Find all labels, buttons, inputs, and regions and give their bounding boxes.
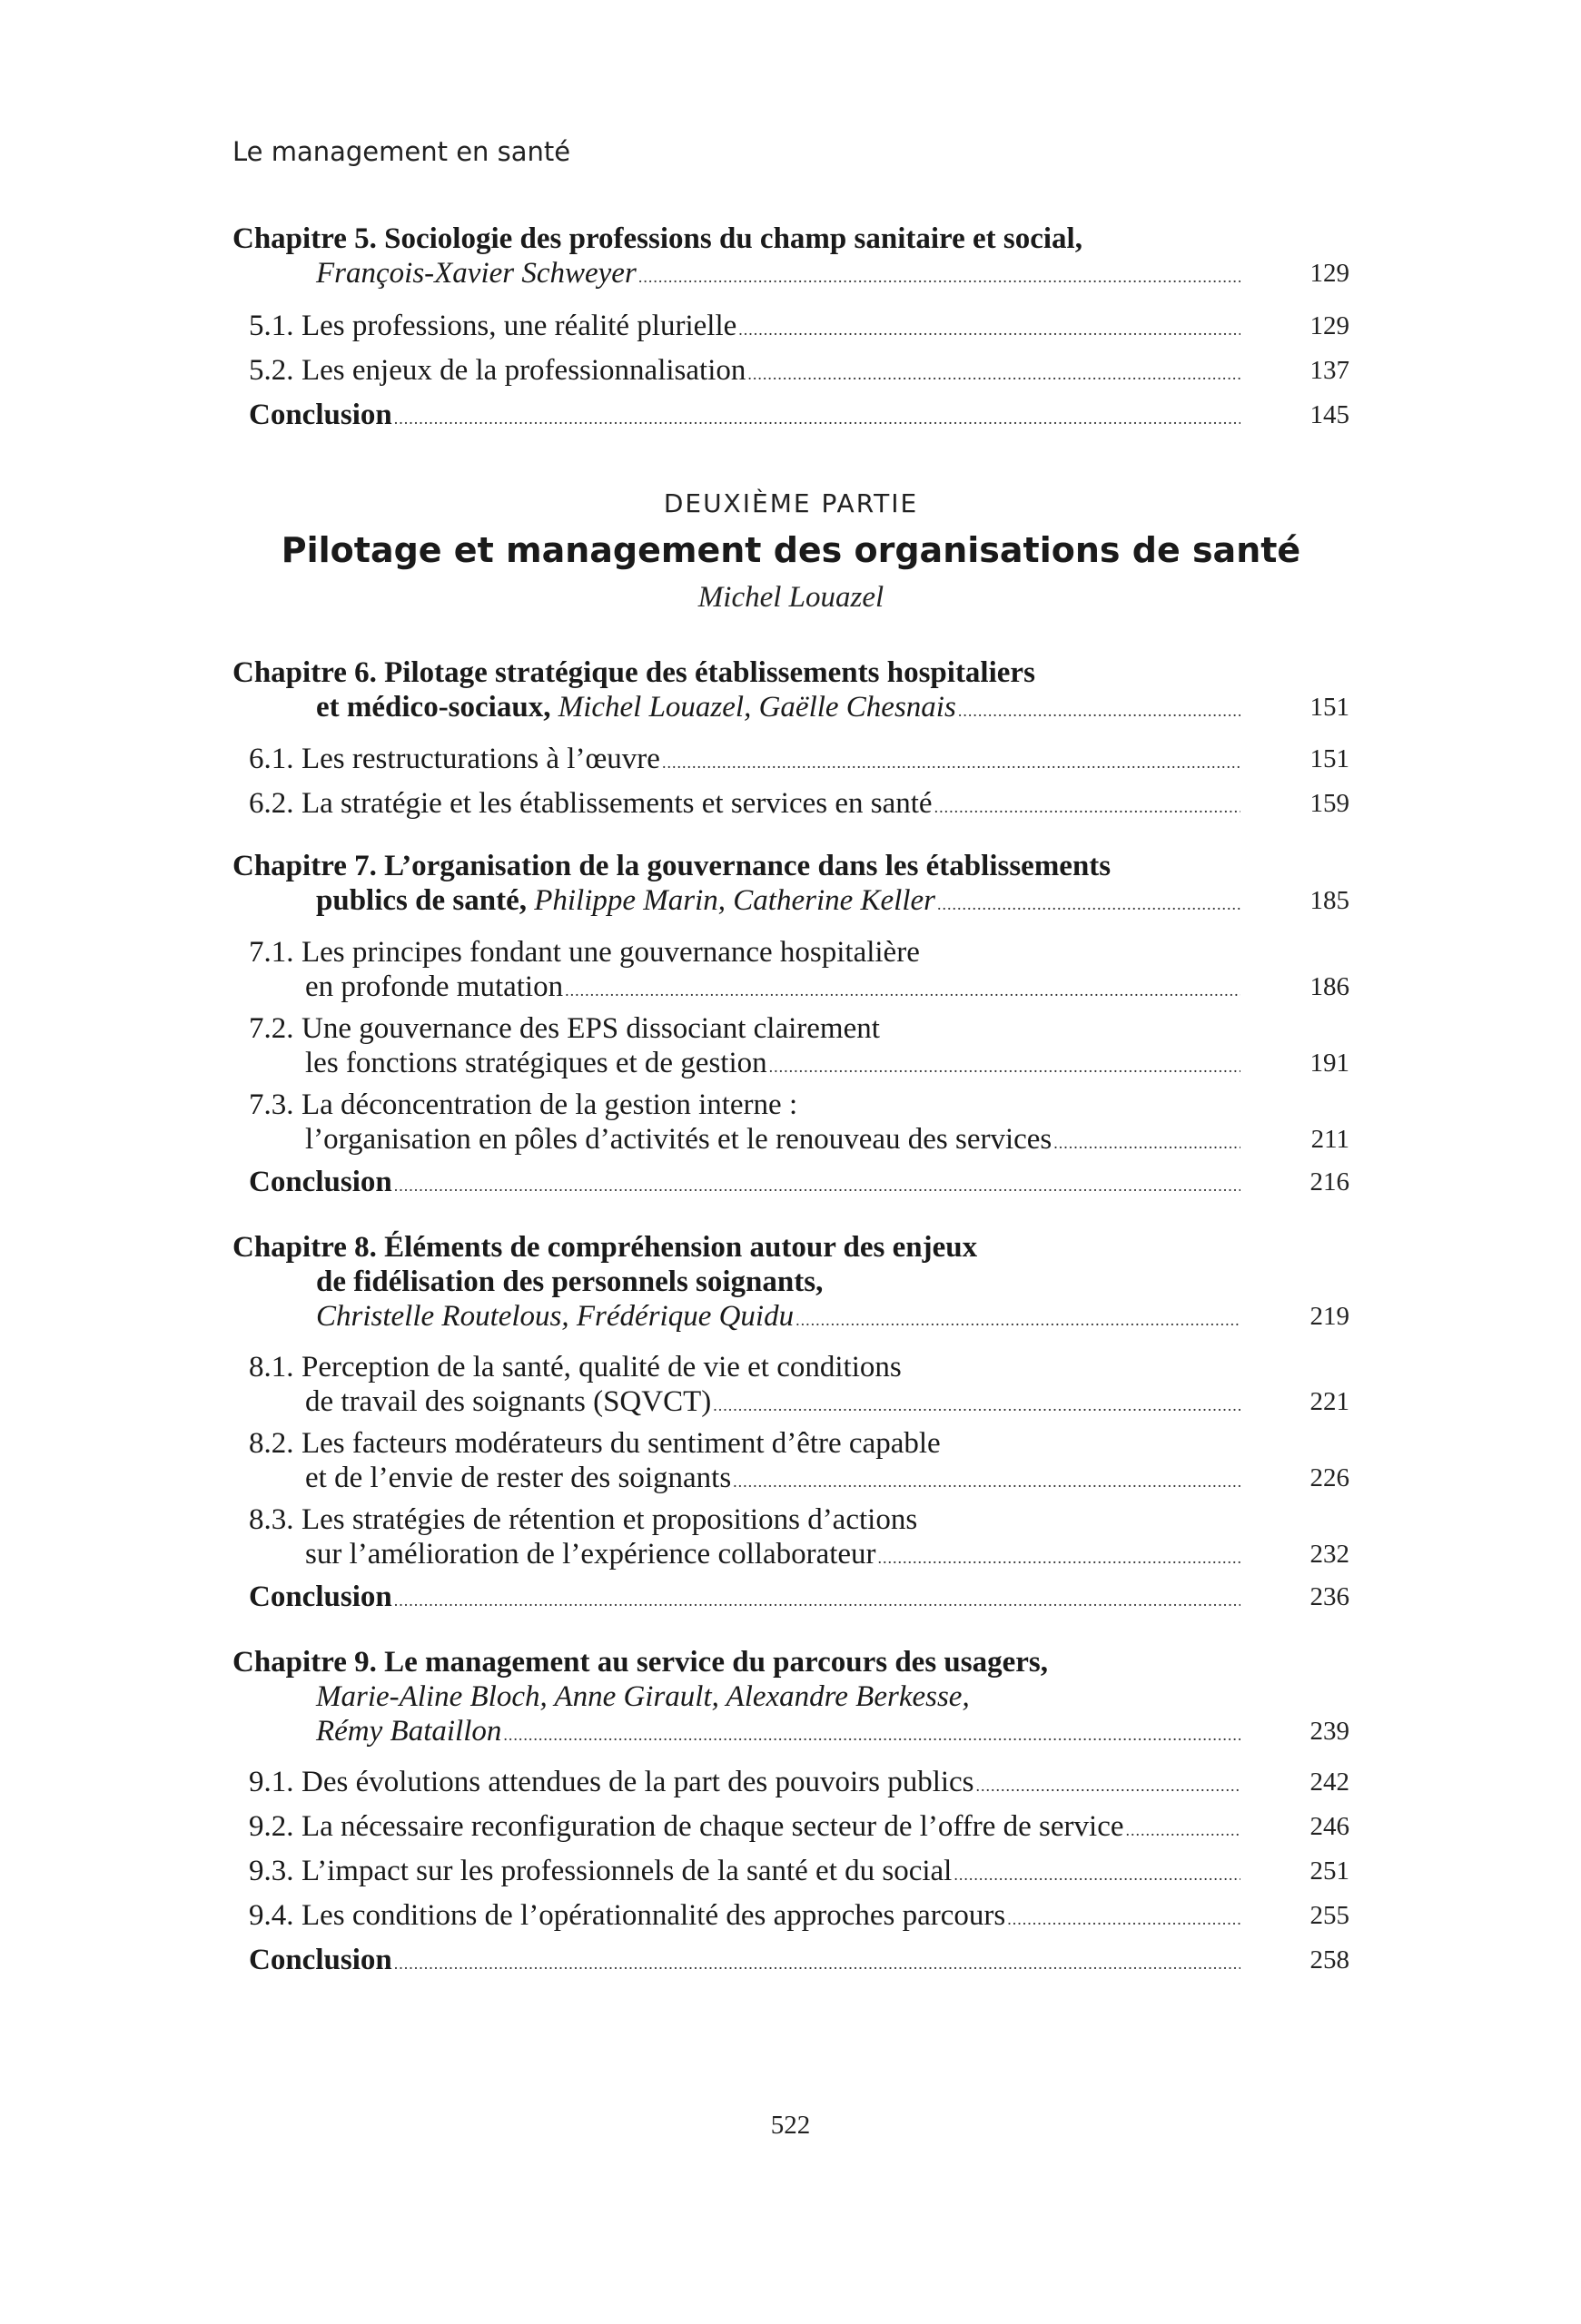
section-title: Perception de la santé, qualité de vie et conditions: [301, 1351, 902, 1384]
section-title: Les facteurs modérateurs du sentiment d’être capable: [301, 1427, 941, 1460]
toc-section-9-2: [232, 1809, 1349, 1844]
section-title: Les restructurations à l’œuvre: [301, 743, 660, 775]
page-number: 151: [1309, 744, 1349, 773]
section-title-cont: de travail des soignants (SQVCT): [305, 1385, 712, 1418]
page-number: 239: [1309, 1717, 1349, 1746]
chapter-author: Michel Louazel, Gaëlle Chesnais: [558, 691, 956, 724]
toc-section-5-2: [232, 353, 1349, 388]
chapter-author: Christelle Routelous, Frédérique Quidu: [316, 1300, 795, 1333]
page-number: 216: [1309, 1167, 1349, 1196]
section-number: 5.1.: [249, 310, 294, 342]
section-number: 5.2.: [249, 354, 294, 387]
page-number: 242: [1309, 1768, 1349, 1797]
section-title: La nécessaire reconfiguration de chaque secteur de l’offre de service: [301, 1810, 1124, 1843]
page-number: 211: [1310, 1125, 1349, 1154]
section-title: La déconcentration de la gestion interne :: [301, 1088, 798, 1121]
toc-section-6-1: [232, 742, 1349, 776]
conclusion-label: Conclusion: [249, 1944, 392, 1976]
toc-section-8-1: [232, 1350, 1349, 1419]
chapter-title: Chapitre 9. Le management au service du parcours des usagers,: [232, 1646, 1048, 1679]
section-number: 8.3.: [249, 1503, 294, 1536]
toc-conclusion-5: [232, 398, 1349, 432]
chapter-author: Philippe Marin, Catherine Keller: [534, 884, 935, 917]
toc-section-7-1: [232, 935, 1349, 1004]
chapter-title: Chapitre 8. Éléments de compréhension autour des enjeux: [232, 1231, 978, 1264]
section-number: 7.2.: [249, 1012, 294, 1045]
part-title: Pilotage et management des organisations de santé: [281, 530, 1301, 570]
section-title: Les enjeux de la professionnalisation: [301, 354, 746, 387]
page-number: 129: [1309, 311, 1349, 340]
toc-section-9-1: [232, 1765, 1349, 1799]
part-label: DEUXIÈME PARTIE: [663, 488, 919, 518]
toc-section-9-3: [232, 1854, 1349, 1888]
section-title: Les conditions de l’opérationnalité des approches parcours: [301, 1899, 1006, 1932]
page-number: 145: [1309, 400, 1349, 429]
toc-section-6-2: [232, 786, 1349, 821]
toc-chapter-6: [232, 655, 1349, 724]
section-title-cont: les fonctions stratégiques et de gestion: [305, 1047, 767, 1079]
toc-section-9-4: [232, 1898, 1349, 1933]
chapter-title-cont: de fidélisation des personnels soignants,: [316, 1265, 824, 1298]
section-title-cont: l’organisation en pôles d’activités et le renouveau des services: [305, 1123, 1052, 1156]
toc-chapter-9: [232, 1645, 1349, 1748]
chapter-author: Marie-Aline Bloch, Anne Girault, Alexandre Berkesse,: [316, 1680, 970, 1713]
section-title-cont: en profonde mutation: [305, 970, 564, 1003]
section-number: 7.3.: [249, 1088, 294, 1121]
section-number: 8.2.: [249, 1427, 294, 1460]
page-number: 236: [1309, 1582, 1349, 1611]
page-number: 159: [1309, 789, 1349, 818]
part-author: Michel Louazel: [697, 581, 884, 614]
conclusion-label: Conclusion: [249, 1166, 392, 1198]
toc-section-5-1: [232, 309, 1349, 343]
page-number: 137: [1309, 356, 1349, 385]
section-number: 6.1.: [249, 743, 294, 775]
chapter-author: François-Xavier Schweyer: [316, 257, 637, 290]
page-number: 129: [1309, 259, 1349, 288]
toc-conclusion-9: [232, 1943, 1349, 1977]
chapter-title-cont: et médico-sociaux,: [316, 691, 551, 724]
toc-section-7-3: [232, 1088, 1349, 1157]
section-title: La stratégie et les établissements et services en santé: [301, 787, 933, 820]
section-title: Les professions, une réalité plurielle: [301, 310, 737, 342]
section-number: 9.3.: [249, 1855, 294, 1887]
page-number: 185: [1309, 886, 1349, 915]
section-title: Une gouvernance des EPS dissociant clairement: [301, 1012, 880, 1045]
page-number: 258: [1309, 1945, 1349, 1974]
running-head: Le management en santé: [232, 136, 571, 167]
page-number: 255: [1309, 1901, 1349, 1930]
chapter-title: Chapitre 5. Sociologie des professions du champ sanitaire et social,: [232, 222, 1082, 255]
section-title: Les stratégies de rétention et propositions d’actions: [301, 1503, 918, 1536]
section-title: Des évolutions attendues de la part des pouvoirs publics: [301, 1766, 974, 1798]
chapter-title-cont: publics de santé,: [316, 884, 527, 917]
section-number: 8.1.: [249, 1351, 294, 1384]
section-number: 6.2.: [249, 787, 294, 820]
page-number: 232: [1309, 1540, 1349, 1569]
conclusion-label: Conclusion: [249, 399, 392, 431]
section-title-cont: sur l’amélioration de l’expérience collaborateur: [305, 1538, 876, 1571]
page-number: 226: [1309, 1463, 1349, 1492]
chapter-title: Chapitre 6. Pilotage stratégique des établissements hospitaliers: [232, 656, 1035, 689]
toc-chapter-7: [232, 849, 1349, 918]
section-title-cont: et de l’envie de rester des soignants: [305, 1462, 732, 1494]
page-number: 151: [1309, 693, 1349, 722]
section-number: 9.4.: [249, 1899, 294, 1932]
page-number: 191: [1309, 1049, 1349, 1078]
toc-section-8-3: [232, 1502, 1349, 1571]
page-number: 251: [1309, 1856, 1349, 1886]
toc-section-7-2: [232, 1011, 1349, 1080]
section-title: L’impact sur les professionnels de la santé et du social: [301, 1855, 953, 1887]
toc-conclusion-8: [232, 1580, 1349, 1614]
toc-chapter-8: [232, 1230, 1349, 1334]
toc-conclusion-7: [232, 1165, 1349, 1199]
page-number: 219: [1309, 1302, 1349, 1331]
toc-section-8-2: [232, 1426, 1349, 1495]
section-title: Les principes fondant une gouvernance hospitalière: [301, 936, 920, 969]
section-number: 7.1.: [249, 936, 294, 969]
section-number: 9.2.: [249, 1810, 294, 1843]
chapter-author-cont: Rémy Bataillon: [316, 1715, 502, 1748]
page-number: 221: [1309, 1387, 1349, 1416]
folio-page-number: 522: [770, 2111, 811, 2140]
toc-chapter-5: [232, 222, 1349, 290]
page-number: 186: [1309, 972, 1349, 1001]
conclusion-label: Conclusion: [249, 1581, 392, 1613]
section-number: 9.1.: [249, 1766, 294, 1798]
chapter-title: Chapitre 7. L’organisation de la gouvernance dans les établissements: [232, 850, 1112, 882]
page-number: 246: [1309, 1812, 1349, 1841]
